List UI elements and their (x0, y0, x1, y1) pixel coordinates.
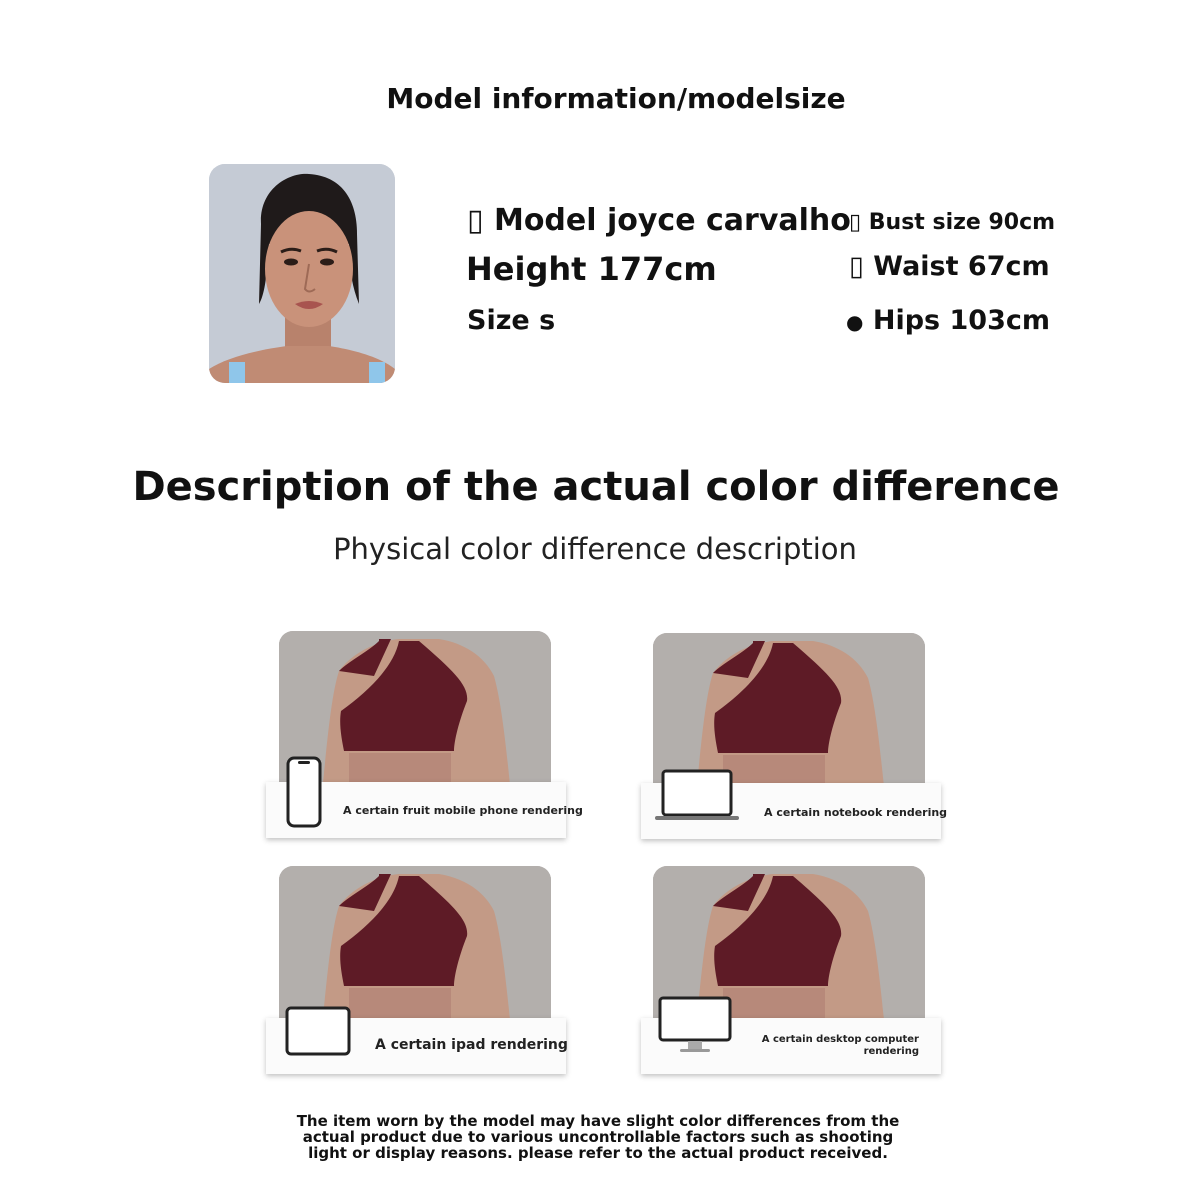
desktop-caption (762, 1034, 919, 1058)
note-line-3: light or display reasons. please refer to the actual product received. (308, 1144, 888, 1162)
bullet-icon: ▯ (849, 210, 862, 235)
note-line-1: The item worn by the model may have slight color differences from the (296, 1112, 900, 1130)
color-disclaimer-note (0, 1113, 1196, 1161)
color-difference-subtitle: Physical color difference description (333, 532, 857, 566)
color-difference-title: Description of the actual color difference (132, 464, 1060, 510)
laptop-icon (655, 769, 739, 821)
smartphone-icon (286, 756, 322, 828)
ipad-caption: A certain ipad rendering (375, 1037, 568, 1053)
desktop-caption-line2: rendering (863, 1046, 919, 1057)
model-waist-text: Waist 67cm (873, 251, 1050, 282)
notebook-caption: A certain notebook rendering (764, 806, 948, 819)
bullet-icon: ▯ (849, 251, 864, 282)
desktop-caption-line1: A certain desktop computer (761, 1034, 919, 1045)
model-portrait-image (209, 164, 395, 383)
model-bust-text: Bust size 90cm (868, 210, 1056, 235)
notebook-caption-card (641, 783, 948, 839)
bullet-icon: ▯ (467, 203, 484, 238)
bullet-dot-icon: ● (846, 310, 864, 334)
model-hips-text: Hips 103cm (872, 305, 1051, 336)
phone-caption-card (266, 782, 583, 838)
model-name-text: Model joyce carvalho (493, 203, 851, 238)
desktop-caption-card (641, 1018, 941, 1074)
phone-caption: A certain fruit mobile phone rendering (343, 804, 583, 817)
model-name (467, 203, 851, 238)
model-waist (849, 251, 1050, 282)
note-line-2: actual product due to various uncontrollable factors such as shooting (302, 1128, 894, 1146)
model-info-title: Model information/modelsize (386, 82, 846, 115)
model-size: Size s (467, 305, 556, 336)
ipad-caption-card (266, 1018, 566, 1074)
tablet-icon (285, 1006, 351, 1056)
model-hips (846, 305, 1050, 336)
model-height: Height 177cm (466, 250, 717, 288)
model-portrait (209, 164, 395, 383)
monitor-icon (658, 996, 732, 1054)
model-bust (849, 210, 1055, 235)
